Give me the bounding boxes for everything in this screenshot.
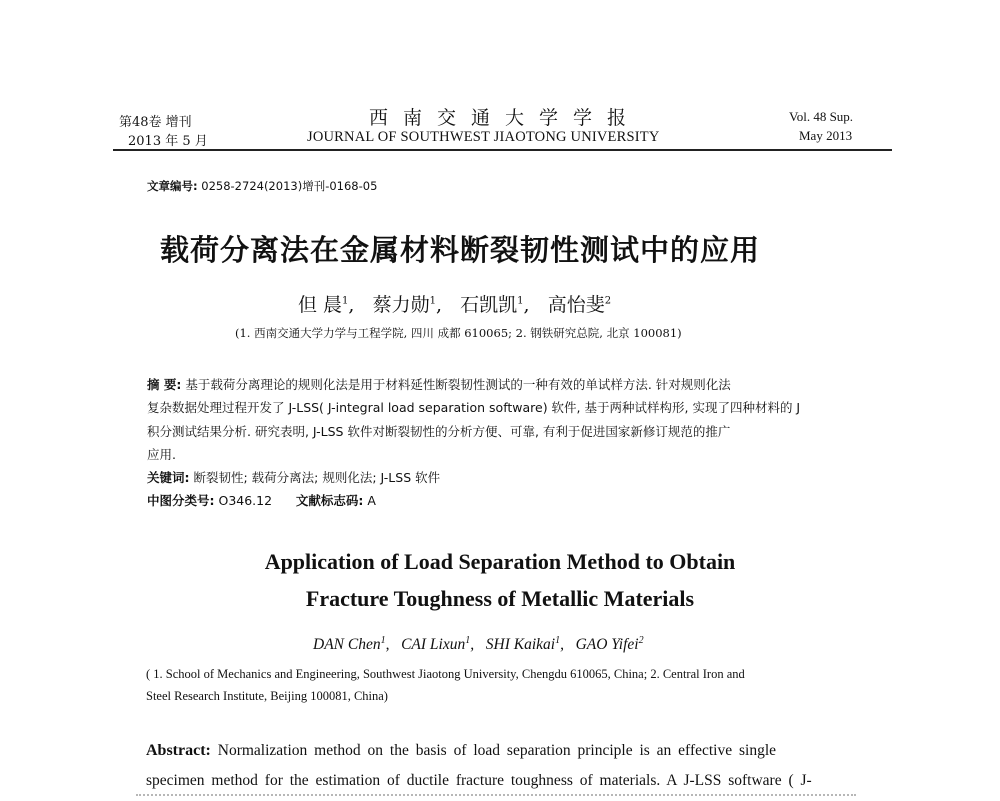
abstract-en-text: Normalization method on the basis of load separation principle is an effective single (217, 742, 777, 759)
abstract-cn-line (147, 373, 867, 396)
volume-cn: 第48卷 增刊 (119, 115, 192, 130)
journal-title-en: JOURNAL OF SOUTHWEST JIAOTONG UNIVERSITY (307, 129, 660, 145)
abstract-cn-line: 应用. (147, 446, 176, 462)
author-en-affil: 2 (638, 635, 644, 646)
date-cn: 2013 年 5 月 (128, 134, 208, 149)
doc-code-label: 文献标志码: (295, 493, 364, 509)
abstract-cn (147, 373, 867, 513)
classification-label: 中图分类号: (147, 493, 215, 509)
author-en: DAN Chen (313, 636, 381, 654)
keywords-cn-value: 断裂韧性; 载荷分离法; 规则化法; J-LSS 软件 (193, 470, 441, 486)
abstract-cn-line: 积分测试结果分析. 研究表明, J-LSS 软件对断裂韧性的分析方便、可靠, 有利于促进国家新修订规范的推广 (147, 423, 731, 439)
date-en: May 2013 (799, 128, 853, 143)
author-cn: 石凯凯 (460, 294, 518, 316)
author-en: CAI Lixun (401, 636, 466, 654)
abstract-en-line (146, 736, 812, 766)
author-en-affil: 1 (555, 635, 561, 646)
abstract-en-line: specimen method for the estimation of ductile fracture toughness of materials. A J-LSS software ( J- (146, 772, 812, 789)
author-cn-affil: 1 (517, 295, 524, 307)
authors-cn: 但 晨$^1$, 蔡力勋$^1$, 石凯凯$^1$, 高怡斐$^2$ (298, 294, 612, 316)
author-cn: 高怡斐 (547, 294, 605, 316)
author-en-affil: 1 (380, 635, 386, 646)
abstract-cn-label: 摘 要: (147, 377, 182, 392)
abstract-en (146, 736, 812, 796)
volume-en: Vol. 48 Sup. (789, 109, 854, 124)
title-en-line1: Application of Load Separation Method to Obtain (264, 549, 736, 574)
title-en-line2: Fracture Toughness of Metallic Materials (305, 586, 695, 611)
abstract-cn-text: 基于载荷分离理论的规则化法是用于材料延性断裂韧性测试的一种有效的单试样方法. 针对规则化法 (185, 377, 731, 392)
keywords-cn-label: 关键词: (147, 470, 190, 486)
affiliation-en-line: ( 1. School of Mechanics and Engineering, Southwest Jiaotong University, Chengdu 610065, China; 2. Central Iron and (146, 667, 745, 681)
article-number-value: 0258-2724(2013)增刊-0168-05 (201, 179, 378, 193)
author-en: GAO Yifei (575, 636, 639, 654)
author-cn: 蔡力勋 (372, 294, 430, 316)
classification-value: O346.12 (218, 493, 273, 509)
keywords-cn (147, 466, 867, 489)
affiliation-en-line: Steel Research Institute, Beijing 100081, China) (146, 689, 388, 703)
journal-title-cn: 西南交通大学学报 (369, 107, 642, 129)
doc-code-value: A (367, 493, 376, 509)
affiliation-en (146, 663, 745, 707)
author-en-affil: 1 (465, 635, 471, 646)
authors-en: DAN Chen$^1$, CAI Lixun$^1$, SHI Kaikai$^1$, GAO Yifei$^2$ (313, 635, 644, 654)
title-cn: 载荷分离法在金属材料断裂韧性测试中的应用 (160, 233, 761, 267)
author-en: SHI Kaikai (485, 636, 556, 654)
author-cn: 但 晨 (298, 294, 343, 316)
author-cn-affil: 2 (604, 295, 612, 307)
abstract-cn-line: 复杂数据处理过程开发了 J-LSS( J-integral load separation software) 软件, 基于两种试样构形, 实现了四种材料的 J (147, 400, 801, 416)
header-rule (113, 149, 892, 151)
classification (147, 489, 867, 512)
author-cn-affil: 1 (429, 295, 436, 307)
article-number-label: 文章编号: (147, 179, 198, 193)
affiliation-cn: (1. 西南交通大学力学与工程学院, 四川 成都 610065; 2. 钢铁研究总院, 北京 100081) (235, 326, 682, 340)
author-cn-affil: 1 (342, 295, 349, 307)
abstract-en-label: Abstract: (146, 742, 211, 759)
cropped-text-line (136, 794, 856, 799)
article-number (147, 178, 377, 194)
